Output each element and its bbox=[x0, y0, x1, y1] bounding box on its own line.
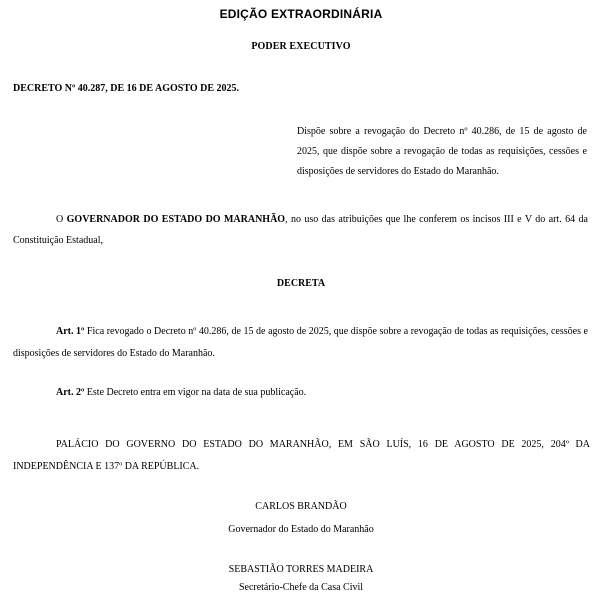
signatory-role: Secretário-Chefe da Casa Civil bbox=[238, 582, 364, 593]
signatory-role: Governador do Estado do Maranhão bbox=[228, 524, 374, 535]
article-label: Art. 1º bbox=[56, 326, 85, 337]
article-text: Este Decreto entra em vigor na data de sua publicação. bbox=[84, 387, 307, 398]
decree-ementa: Dispõe sobre a revogação do Decreto nº 40.286, de 15 de agosto de 2025, que dispõe sobre a revogação de todas as requisições, cessões e disposições de servidores do Estado do Maranhão. bbox=[297, 126, 587, 177]
decree-preamble bbox=[13, 210, 588, 251]
article-1 bbox=[13, 321, 588, 365]
decreta-heading: DECRETA bbox=[276, 278, 326, 289]
decree-title: DECRETO Nº 40.287, DE 16 DE AGOSTO DE 2025. bbox=[13, 83, 240, 94]
preamble-prefix: O bbox=[56, 214, 67, 225]
article-2 bbox=[56, 387, 306, 398]
edition-heading: EDIÇÃO EXTRAORDINÁRIA bbox=[219, 7, 383, 21]
article-text: Fica revogado o Decreto nº 40.286, de 15 de agosto de 2025, que dispõe sobre a revogação de todas as requisições, cessões e disposições de servidores do Estado do Maranhão. bbox=[13, 326, 588, 359]
signatory-name: CARLOS BRANDÃO bbox=[255, 501, 347, 512]
preamble-text: , no uso das atribuições que lhe conferem os incisos III e V do art. 64 da Constituição Estadual, bbox=[13, 214, 588, 246]
section-heading: PODER EXECUTIVO bbox=[251, 41, 351, 52]
signatory-name: SEBASTIÃO TORRES MADEIRA bbox=[228, 564, 374, 575]
palace-closing: PALÁCIO DO GOVERNO DO ESTADO DO MARANHÃO, EM SÃO LUÍS, 16 DE AGOSTO DE 2025, 204º DA INDEPENDÊNCIA E 137º DA REPÚBLICA. bbox=[13, 439, 590, 472]
governor-title: GOVERNADOR DO ESTADO DO MARANHÃO bbox=[66, 214, 286, 225]
article-label: Art. 2º bbox=[56, 387, 85, 398]
